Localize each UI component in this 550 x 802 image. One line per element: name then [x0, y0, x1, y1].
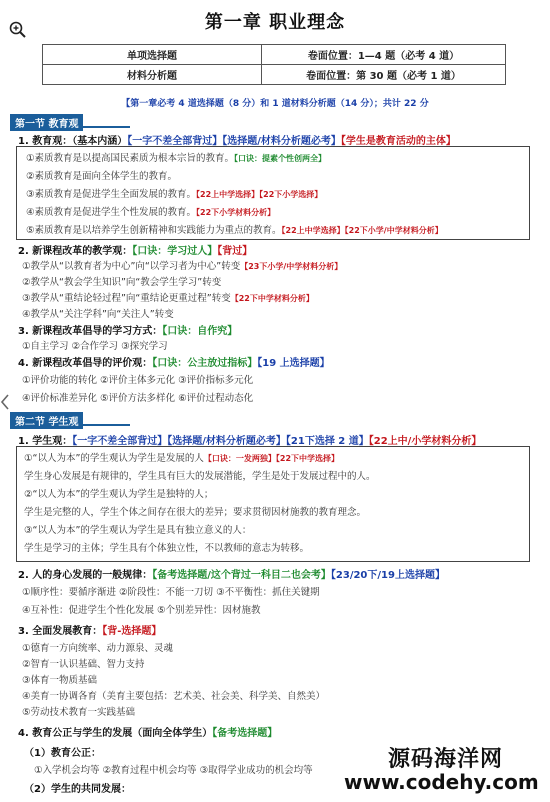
exam-info-table [42, 44, 506, 85]
chevron-left-icon[interactable] [0, 392, 10, 412]
list-item: ①德育一方向统率、动力源泉、灵魂 [22, 643, 174, 654]
list-item: ③体育一物质基础 [22, 675, 98, 686]
score-summary: 【第一章必考 4 道选择题（8 分）和 1 道材料分析题（14 分）；共计 22 分 [121, 99, 429, 109]
list-item: ①“以人为本”的学生观认为学生是发展的人【口诀：一发两独】【22下中学选择】 [24, 453, 340, 464]
list-item: ④互补性：促进学生个性化发展 ⑤个别差异性：因材施教 [22, 605, 261, 616]
subheading-common-development: （2）学生的共同发展： [24, 784, 131, 795]
heading-student-view: 1. 学生观：【一字不差全部背过】【选择题/材料分析题必考】【21下选择 2 道】【22上中/小学材料分析】 [18, 436, 482, 447]
table-cell: 单项选择题 [43, 45, 262, 65]
list-item: 学生是学习的主体；学生具有个体独立性，不以教师的意志为转移。 [24, 543, 310, 554]
list-item: ④美育一协调各育（美育主要包括：艺术美、社会美、科学美、自然美） [22, 691, 326, 702]
list-item: ②“以人为本”的学生观认为学生是独特的人； [24, 489, 214, 500]
list-item: ①顺序性：要循序渐进 ②阶段性：不能一刀切 ③不平衡性：抓住关键期 [22, 587, 320, 598]
list-item: ①入学机会均等 ②教育过程中机会均等 ③取得学业成功的机会均等 [34, 765, 313, 776]
heading-learning-style: 3. 新课程改革倡导的学习方式：【口诀：自作究】 [18, 326, 238, 337]
table-row [43, 65, 506, 85]
heading-education-view: 1. 教育观：（基本内涵）【一字不差全部背过】【选择题/材料分析题必考】【学生是教育活动的主体】 [18, 136, 456, 147]
list-item: ②教学从“教会学生知识”向“教会学生学习”转变 [22, 277, 222, 288]
heading-evaluation-view: 4. 新课程改革倡导的评价观：【口诀：公主放过指标】【19 上选择题】 [18, 358, 330, 369]
section-heading-1: 第一节 教育观 [10, 112, 130, 128]
list-item: ③“以人为本”的学生观认为学生是具有独立意义的人： [24, 525, 252, 536]
list-item: ①教学从“以教育者为中心”向“以学习者为中心”转变【23下小学/中学材料分析】 [22, 261, 343, 272]
list-item: ②素质教育是面向全体学生的教育。 [26, 171, 178, 182]
list-item: ④素质教育是促进学生个性发展的教育。【22下小学材料分析】 [26, 207, 276, 218]
list-item: ①素质教育是以提高国民素质为根本宗旨的教育。【口诀：提素个性创两全】 [26, 153, 327, 164]
list-item: ③教学从“重结论轻过程”向“重结论更重过程”转变【22下中学材料分析】 [22, 293, 314, 304]
list-item: ①自主学习 ②合作学习 ③探究学习 [22, 341, 168, 352]
heading-all-round-education: 3. 全面发展教育：【背-选择题】 [18, 626, 162, 637]
list-item: ④教学从“关注学科”向“关注人”转变 [22, 309, 174, 320]
list-item: ④评价标准差异化 ⑤评价方法多样化 ⑥评价过程动态化 [22, 393, 254, 404]
table-cell: 卷面位置：第 30 题（必考 1 道） [262, 65, 506, 85]
list-item: ⑤劳动技术教育一实践基础 [22, 707, 136, 718]
heading-education-fairness: 4. 教育公正与学生的发展（面向全体学生）【备考选择题】 [18, 728, 278, 739]
list-item: 学生身心发展是有规律的，学生具有巨大的发展潜能，学生是处于发展过程中的人。 [24, 471, 376, 482]
watermark-text: 源码海洋网 [388, 747, 504, 772]
watermark-url: www.codehy.com [344, 770, 539, 794]
list-item: ③素质教育是促进学生全面发展的教育。【22上中学选择】【22下小学选择】 [26, 189, 323, 200]
list-item: ②智育一认识基础、智力支持 [22, 659, 145, 670]
page-title: 第一章 职业理念 [204, 12, 346, 33]
table-cell: 材料分析题 [43, 65, 262, 85]
heading-development-laws: 2. 人的身心发展的一般规律：【备考选择题/这个背过一科目二也会考】【23/20下/19上选择题】 [18, 570, 445, 581]
list-item: ⑤素质教育是以培养学生创新精神和实践能力为重点的教育。【22上中学选择】【22下小学/中学材料分析】 [26, 225, 443, 236]
table-row [43, 45, 506, 65]
table-cell: 卷面位置：1—4 题（必考 4 道） [262, 45, 506, 65]
list-item: 学生是完整的人，学生个体之间存在很大的差异；要求贯彻因材施教的教育理念。 [24, 507, 367, 518]
list-item: ①评价功能的转化 ②评价主体多元化 ③评价指标多元化 [22, 375, 254, 386]
subheading-fairness: （1）教育公正： [24, 748, 101, 759]
heading-teaching-view: 2. 新课程改革的教学观：【口诀：学习过人】【背过】 [18, 246, 253, 257]
section-heading-2: 第二节 学生观 [10, 410, 130, 426]
